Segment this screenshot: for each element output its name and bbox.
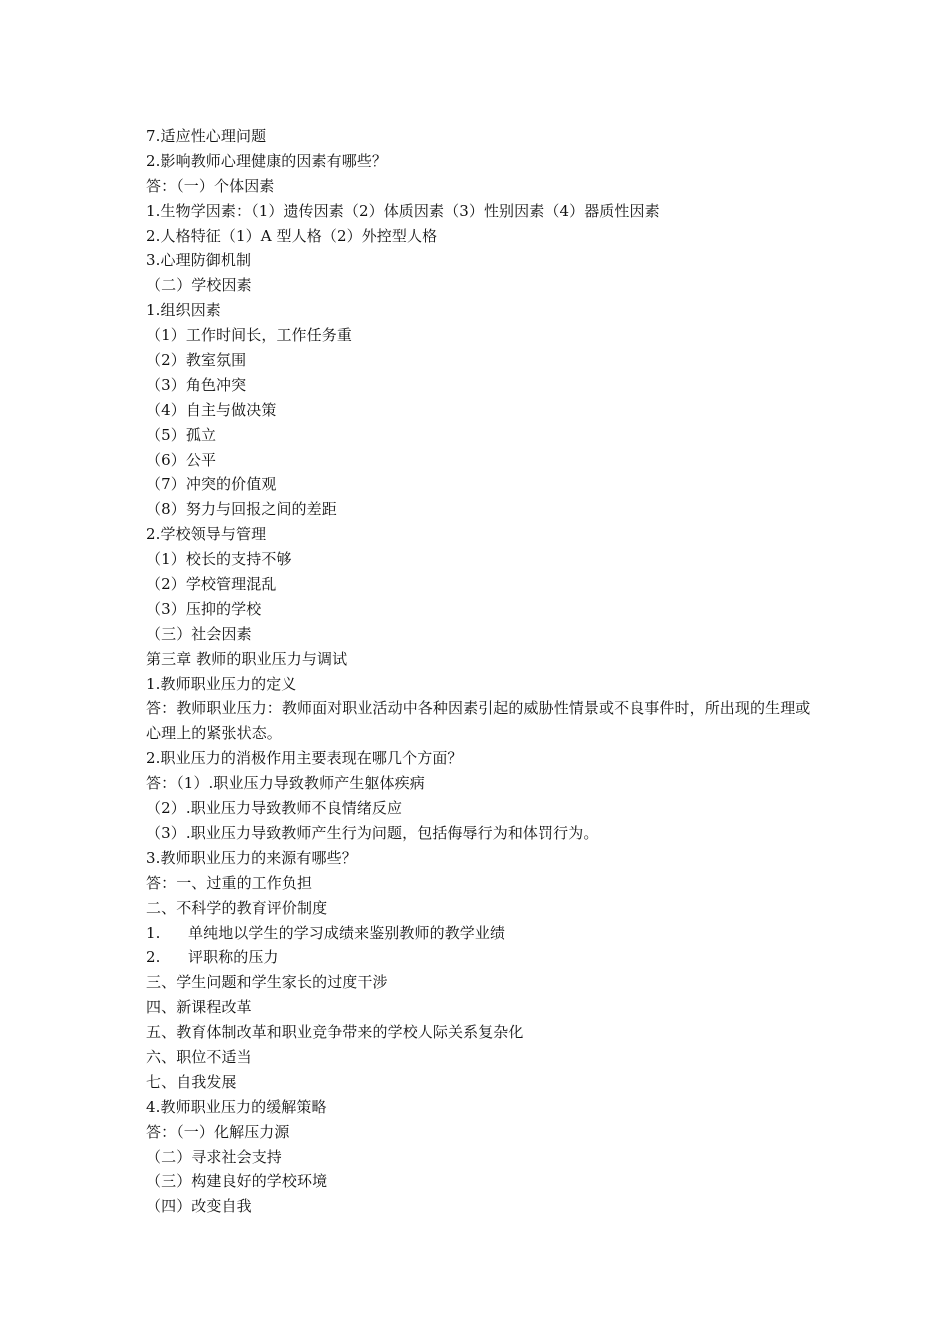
answer-line: 答：（1）.职业压力导致教师产生躯体疾病 [146,774,425,793]
answer-line: 答：（一）化解压力源 [146,1122,290,1141]
text-line: 五、教育体制改革和职业竞争带来的学校人际关系复杂化 [146,1023,524,1042]
question-line: 4.教师职业压力的缓解策略 [146,1097,327,1116]
text-line: 7.适应性心理问题 [146,127,267,145]
text-line: 二、不科学的教育评价制度 [146,898,328,917]
text-line: （二）学校因素 [146,276,252,295]
list-item: （二）寻求社会支持 [146,1147,282,1166]
list-item: （3）角色冲突 [146,375,247,394]
list-item: （4）自主与做决策 [146,400,277,419]
list-item: （3）.职业压力导致教师产生行为问题，包括侮辱行为和体罚行为。 [146,823,599,842]
text-line: 3.心理防御机制 [146,251,252,270]
item-number: 1. [146,923,161,942]
item-number: 2. [146,948,161,967]
list-item: （3）压抑的学校 [146,599,262,618]
text-line: 七、自我发展 [146,1072,237,1091]
chapter-heading: 第三章 教师的职业压力与调试 [146,649,348,668]
answer-line: 答：一、过重的工作负担 [146,873,313,892]
list-item: （6）公平 [146,450,217,469]
text-line: 四、新课程改革 [146,998,252,1017]
list-item: （1）工作时间长，工作任务重 [146,326,352,345]
text-line: 六、职位不适当 [146,1047,252,1066]
text-line: 2.学校领导与管理 [146,525,267,544]
definition-paragraph: 答：教师职业压力：教师面对职业活动中各种因素引起的威胁性情景或不良事件时，所出现的生理或心理上的紧张状态。 [146,699,811,743]
list-item: （2）.职业压力导致教师不良情绪反应 [146,799,403,818]
question-line: 3.教师职业压力的来源有哪些？ [146,848,357,867]
list-item: （四）改变自我 [146,1197,252,1216]
item-text: 评职称的压力 [188,948,279,967]
item-text: 单纯地以学生的学习成绩来鉴别教师的教学业绩 [188,923,506,942]
text-line: 2.人格特征（1）A 型人格（2）外控型人格 [146,226,438,245]
answer-line: 答：（一）个体因素 [146,176,275,195]
question-line: 1.教师职业压力的定义 [146,674,297,693]
list-item: （三）构建良好的学校环境 [146,1172,328,1191]
text-line: 三、学生问题和学生家长的过度干涉 [146,973,388,992]
numbered-item [146,921,816,946]
question-line: 2.职业压力的消极作用主要表现在哪几个方面？ [146,749,463,768]
numbered-item [146,945,816,970]
text-line: （三）社会因素 [146,624,252,643]
list-item: （2）学校管理混乱 [146,575,277,594]
list-item: （2）教室氛围 [146,351,247,370]
question-line: 2.影响教师心理健康的因素有哪些？ [146,151,388,170]
text-line: 1.组织因素 [146,301,221,320]
document-body [146,124,816,1219]
list-item: （5）孤立 [146,425,217,444]
list-item: （7）冲突的价值观 [146,475,277,494]
text-line: 1.生物学因素：（1）遗传因素（2）体质因素（3）性别因素（4）器质性因素 [146,201,660,220]
list-item: （1）校长的支持不够 [146,550,292,569]
list-item: （8）努力与回报之间的差距 [146,500,337,519]
